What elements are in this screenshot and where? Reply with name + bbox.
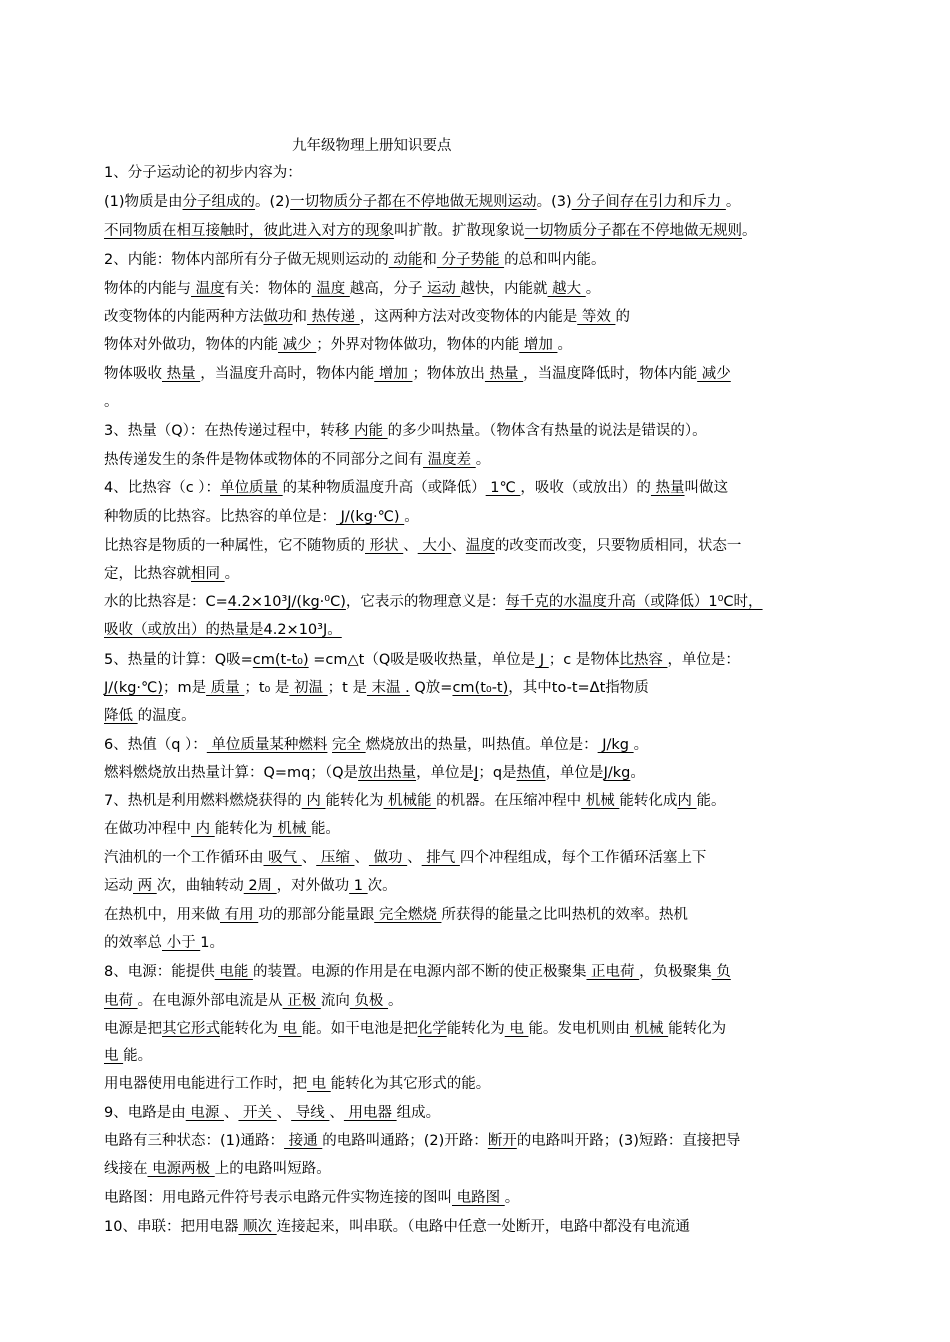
text-segment: ；m是 [162, 680, 207, 696]
answer-blank: J [535, 652, 549, 668]
text-segment: 物体对外做功，物体的内能 [104, 337, 278, 353]
text-segment: 。 [388, 993, 403, 1009]
text-segment: 、 [276, 1105, 292, 1121]
text-segment: 叫扩散。扩散现象说 [394, 223, 525, 239]
text-segment: ，负极聚集 [639, 964, 712, 980]
text-segment: 。 [557, 337, 572, 353]
text-segment: 能。 [696, 793, 726, 809]
text-segment: 的效率总 [104, 935, 162, 951]
text-segment: 能转化为 [446, 1021, 505, 1037]
text-segment: 能。发电机则由 [528, 1021, 630, 1037]
answer-blank: 正极 [282, 993, 321, 1009]
answer-blank: 内 [677, 793, 697, 809]
answer-blank: 压缩 [316, 850, 355, 866]
text-segment: 的总和叫内能。 [504, 252, 606, 268]
answer-blank: 越大 [547, 281, 586, 297]
text-segment: 能。 [310, 821, 340, 837]
text-segment: 的某种物质温度升高（或降低） [282, 480, 486, 496]
answer-blank: 温度 [465, 538, 495, 554]
text-line [104, 791, 726, 811]
text-segment: ，对外做功 [276, 878, 350, 894]
page-title: 九年级物理上册知识要点 [292, 138, 452, 154]
answer-blank: 热量 [650, 480, 685, 496]
text-segment: 、 [223, 1105, 239, 1121]
text-segment: 用电器使用电能进行工作时，把 [104, 1076, 307, 1092]
text-segment: 有关：物体的 [224, 281, 312, 297]
text-segment: 的多少叫热量。（物体含有热量的说法是错误的）。 [387, 423, 707, 439]
answer-blank: 电源两极 [147, 1161, 215, 1177]
text-segment: 。 [224, 566, 240, 582]
text-line [104, 678, 649, 698]
answer-blank: 运动 [422, 281, 461, 297]
answer-blank: 质量 [206, 680, 245, 696]
answer-blank: 温度 [191, 281, 225, 297]
text-line [104, 1159, 331, 1179]
answer-blank: 温度 [311, 281, 350, 297]
text-line [104, 421, 707, 441]
text-segment: 、 [451, 538, 466, 554]
answer-blank: 化学 [417, 1021, 447, 1037]
answer-blank: 做功 [368, 850, 408, 866]
text-segment: 种物质的比热容。比热容的单位是： [104, 509, 336, 525]
text-segment: 的机器。在压缩冲程中 [436, 793, 582, 809]
text-line [104, 564, 239, 584]
answer-blank: 断开 [487, 1133, 517, 1149]
answer-blank: 负 [711, 964, 731, 980]
text-segment: 。(3) [536, 194, 572, 210]
answer-blank: 动能 [388, 252, 423, 268]
answer-blank: 1 [349, 878, 368, 894]
answer-blank: 1℃ [485, 480, 521, 496]
answer-blank: 机械 [272, 821, 311, 837]
answer-blank: 降低 [104, 708, 138, 724]
answer-blank: 不同物质在相互接触时，彼此进入对方的现象 [104, 223, 394, 239]
answer-blank: 电 [504, 1021, 529, 1037]
text-segment: 2、内能：物体内部所有分子做无规则运动的 [104, 252, 389, 268]
text-segment: ；t 是 [327, 680, 367, 696]
answer-blank: 正电荷 [586, 964, 640, 980]
text-line [104, 1217, 690, 1237]
answer-blank: 机械 [629, 1021, 669, 1037]
answer-blank: 内 [191, 821, 215, 837]
text-segment: 。 [504, 1190, 520, 1206]
text-segment: 、 [407, 850, 422, 866]
text-segment: 3、热量（Q）：在热传递过程中，转移 [104, 423, 350, 439]
text-segment: ，单位是 [416, 765, 475, 781]
answer-blank: 热量 [162, 366, 201, 382]
text-segment: 的温度。 [137, 708, 196, 724]
text-segment: 在做功冲程中 [104, 821, 191, 837]
answer-blank: 初温 [289, 680, 328, 696]
text-segment: ，它表示的物理意义是： [345, 594, 506, 610]
answer-blank: 电 [278, 1021, 302, 1037]
answer-blank: 其它形式 [162, 1021, 220, 1037]
text-segment: 6、热值（q ）： [104, 737, 207, 753]
answer-blank: 导线 [291, 1105, 330, 1121]
answer-blank: J/(kg·℃) [104, 680, 163, 696]
text-segment: 1。 [200, 935, 224, 951]
text-segment: 能转化为 [668, 1021, 727, 1037]
answer-blank: 完全燃烧 [374, 907, 442, 923]
text-segment: 1、分子运动论的初步内容为： [104, 165, 302, 181]
text-segment: ；q是 [478, 765, 517, 781]
text-segment: 能转化为 [214, 821, 273, 837]
text-segment: 定，比热容就 [104, 566, 191, 582]
answer-blank: 完全 [332, 737, 366, 753]
answer-blank: 电源 [185, 1105, 224, 1121]
text-segment: 的 [615, 309, 630, 325]
answer-blank: 机械 [581, 793, 620, 809]
text-segment: 的电路叫开路；(3)短路：直接把导 [516, 1133, 741, 1149]
answer-blank: 做功 [263, 309, 293, 325]
text-segment: 运动 [104, 878, 133, 894]
answer-blank: 开关 [238, 1105, 277, 1121]
text-segment: ，吸收（或放出）的 [520, 480, 651, 496]
answer-blank: 有用 [220, 907, 259, 923]
answer-blank: J/kg [603, 765, 631, 781]
answer-blank: 分子组成的 [182, 194, 256, 210]
text-line [104, 991, 403, 1011]
text-segment: ，这两种方法对改变物体的内能是 [359, 309, 578, 325]
text-segment: 比热容是物质的一种属性，它不随物质的 [104, 538, 365, 554]
text-line [104, 335, 572, 355]
answer-blank: 吸气 [263, 850, 302, 866]
text-line [104, 279, 600, 299]
answer-blank: 单位质量 [220, 480, 283, 496]
text-line [104, 735, 648, 755]
answer-blank: 内 [301, 793, 326, 809]
text-segment: ，当温度降低时，物体内能 [523, 366, 698, 382]
text-line [104, 364, 731, 384]
text-segment: (1)物质是由 [104, 194, 183, 210]
text-line [104, 1131, 740, 1151]
answer-blank: 接通 [284, 1133, 323, 1149]
text-segment: 5、热量的计算：Q吸= [104, 652, 253, 668]
text-line [104, 848, 706, 868]
answer-blank: 一切物质分子都在不停地做无规则运动 [290, 194, 537, 210]
answer-blank: 热值 [516, 765, 546, 781]
answer-blank: 用电器 [343, 1105, 397, 1121]
text-segment: 9、电路是由 [104, 1105, 186, 1121]
text-line [104, 876, 397, 896]
text-segment: 能。 [123, 1048, 153, 1064]
text-segment: 电源是把 [104, 1021, 162, 1037]
answer-blank: cm(t-t₀) [252, 652, 309, 668]
answer-blank: 电路图 [452, 1190, 505, 1206]
text-line [104, 392, 119, 412]
answer-blank: 分子间存在引力和斥力 [571, 194, 726, 210]
text-segment: 、 [354, 850, 369, 866]
answer-blank: 电荷 [104, 993, 138, 1009]
text-segment: =cm△t（Q吸是吸收热量，单位是 [308, 652, 536, 668]
text-line [104, 620, 342, 640]
answer-blank: 热传递 [307, 309, 360, 325]
text-line [104, 250, 606, 270]
text-segment: 的电路叫通路；(2)开路： [322, 1133, 488, 1149]
text-segment: 连接起来，叫串联。（电路中任意一处断开，电路中都没有电流通 [276, 1219, 690, 1235]
text-segment: 电路有三种状态：(1)通路： [104, 1133, 285, 1149]
text-segment: 、 [403, 538, 418, 554]
answer-blank: 机械能 [383, 793, 437, 809]
text-segment: ，其中to-t=Δt指物质 [508, 680, 649, 696]
text-line [104, 507, 419, 527]
text-line [104, 650, 740, 670]
text-line [104, 536, 741, 556]
answer-blank: 负极 [349, 993, 389, 1009]
answer-blank: J [474, 765, 479, 781]
text-segment: 燃料燃烧放出热量计算：Q=mq；（Q是 [104, 765, 359, 781]
answer-blank: 热量 [484, 366, 524, 382]
answer-blank: 温度差 [423, 452, 476, 468]
text-line [104, 1103, 440, 1123]
text-segment: 的装置。电源的作用是在电源内部不断的使正极聚集 [252, 964, 587, 980]
text-segment: 7、热机是利用燃料燃烧获得的 [104, 793, 302, 809]
text-segment: 功的那部分能量跟 [258, 907, 375, 923]
answer-blank: J/kg [597, 737, 634, 753]
text-segment: 。 [585, 281, 601, 297]
text-segment: 上的电路叫短路。 [214, 1161, 331, 1177]
text-segment: ；c 是物体 [548, 652, 620, 668]
text-segment: 热传递发生的条件是物体或物体的不同部分之间有 [104, 452, 423, 468]
text-line [104, 592, 763, 612]
text-segment: 物体吸收 [104, 366, 162, 382]
answer-blank: 减少 [697, 366, 731, 382]
text-segment: 线接在 [104, 1161, 148, 1177]
text-segment: Q放= [409, 680, 453, 696]
text-line [104, 192, 740, 212]
answer-blank: J/(kg·℃) [336, 509, 405, 525]
text-segment: 能转化为其它形式的能。 [330, 1076, 491, 1092]
text-segment: 、 [329, 1105, 344, 1121]
answer-blank: 等效 [577, 309, 616, 325]
answer-blank: 吸收（或放出）的热量是4.2×10³J。 [104, 622, 342, 638]
text-segment: 在热机中，用来做 [104, 907, 220, 923]
text-segment: 流向 [320, 993, 350, 1009]
text-line [104, 706, 196, 726]
text-segment: 能转化为 [220, 1021, 278, 1037]
text-line [104, 163, 302, 183]
text-segment: 能转化成 [619, 793, 678, 809]
answer-blank: 排气 [421, 850, 460, 866]
answer-blank: 4.2×10³J/(kg·⁰C) [227, 594, 346, 610]
answer-blank: 电 [307, 1076, 331, 1092]
answer-blank: cm(t₀-t) [452, 680, 509, 696]
text-segment: 。 [633, 737, 649, 753]
text-segment: ；物体放出 [412, 366, 485, 382]
text-segment: ；t₀ 是 [244, 680, 290, 696]
answer-blank: 2周 [243, 878, 277, 894]
text-segment: 。 [630, 765, 645, 781]
answer-blank: 大小 [417, 538, 452, 554]
text-segment: 。在电源外部电流是从 [137, 993, 283, 1009]
text-segment: 电路图：用电路元件符号表示电路元件实物连接的图叫 [104, 1190, 452, 1206]
text-segment: 和 [422, 252, 437, 268]
answer-blank: 分子势能 [436, 252, 505, 268]
text-segment: 叫做这 [684, 480, 729, 496]
answer-blank: 电能 [214, 964, 253, 980]
text-line [104, 307, 630, 327]
text-line [104, 905, 688, 925]
answer-blank: 末温 . [366, 680, 410, 696]
text-line [104, 221, 757, 241]
answer-blank: 顺次 [238, 1219, 277, 1235]
answer-blank: 形状 [365, 538, 404, 554]
text-line [104, 962, 731, 982]
text-line [104, 450, 490, 470]
text-segment: 。(2) [255, 194, 291, 210]
text-line [104, 1074, 490, 1094]
text-segment: 次，曲轴转动 [156, 878, 244, 894]
text-segment: 越高，分子 [349, 281, 423, 297]
text-line [104, 819, 340, 839]
text-line [104, 763, 645, 783]
text-segment: 物体的内能与 [104, 281, 191, 297]
text-segment: 燃烧放出的热量，叫热值。单位是： [365, 737, 598, 753]
text-segment: 、 [301, 850, 317, 866]
text-segment: 10、串联：把用电器 [104, 1219, 239, 1235]
text-line [104, 933, 224, 953]
answer-blank: 比热容 [619, 652, 668, 668]
text-segment: 组成。 [396, 1105, 441, 1121]
answer-blank: 内能 [349, 423, 388, 439]
text-segment: 能转化为 [325, 793, 384, 809]
answer-blank: 小于 [162, 935, 201, 951]
answer-blank: 相同 [191, 566, 225, 582]
text-line [104, 1188, 519, 1208]
answer-blank: 两 [133, 878, 157, 894]
answer-blank: 增加 [519, 337, 558, 353]
text-segment: 。 [104, 394, 119, 410]
text-segment: 能。如干电池是把 [301, 1021, 418, 1037]
text-segment: 次。 [367, 878, 397, 894]
text-segment: 和 [292, 309, 307, 325]
text-segment: ，单位是 [545, 765, 604, 781]
text-segment: 4、比热容（c ）： [104, 480, 221, 496]
text-segment: 越快，内能就 [460, 281, 548, 297]
answer-blank: 减少 [278, 337, 317, 353]
text-segment: ，单位是： [667, 652, 740, 668]
text-segment: 汽油机的一个工作循环由 [104, 850, 264, 866]
text-segment: 四个冲程组成，每个工作循环活塞上下 [459, 850, 707, 866]
text-segment: 。 [742, 223, 757, 239]
answer-blank: 电 [104, 1048, 124, 1064]
text-segment: 改变物体的内能两种方法 [104, 309, 264, 325]
text-segment: 。 [725, 194, 741, 210]
answer-blank: 单位质量某种燃料 [206, 737, 328, 753]
text-segment: 。 [475, 452, 491, 468]
answer-blank: 放出热量 [358, 765, 417, 781]
text-line [104, 1019, 726, 1039]
text-line [104, 1046, 152, 1066]
text-segment: 的改变而改变，只要物质相同，状态一 [494, 538, 742, 554]
answer-blank: 增加 [374, 366, 413, 382]
text-segment: ；外界对物体做功，物体的内能 [316, 337, 520, 353]
text-segment: ，当温度升高时，物体内能 [200, 366, 375, 382]
text-segment: 。 [404, 509, 419, 525]
text-segment: 8、电源：能提供 [104, 964, 215, 980]
text-segment: 所获得的能量之比叫热机的效率。热机 [441, 907, 688, 923]
text-line [104, 478, 728, 498]
answer-blank: 每千克的水温度升高（或降低）1⁰C时， [505, 594, 763, 610]
text-segment: 水的比热容是：C= [104, 594, 228, 610]
answer-blank: 一切物质分子都在不停地做无规则 [524, 223, 742, 239]
